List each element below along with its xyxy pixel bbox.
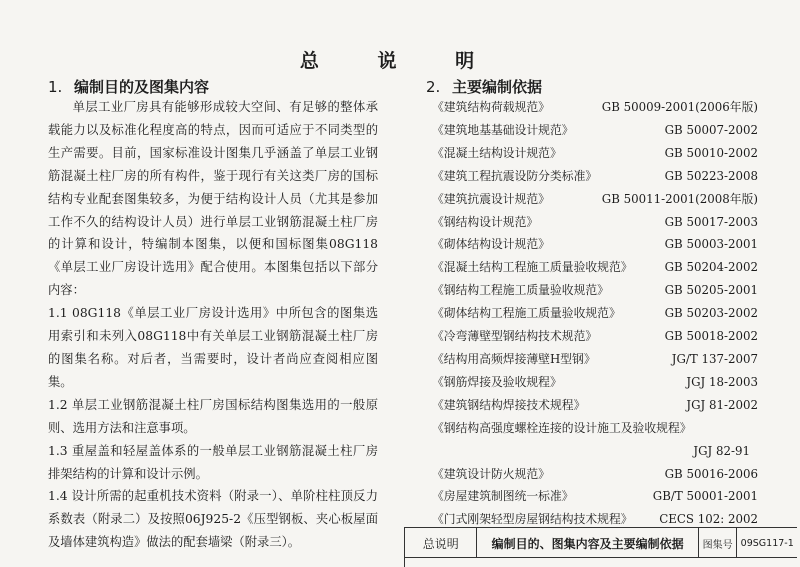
atlas-number-label: 图集号 [699, 528, 738, 558]
reference-name: 《砌体结构设计规范》 [432, 237, 550, 252]
title-block-label: 总说明 [405, 528, 477, 558]
reference-name: 《钢筋焊接及验收规程》 [432, 374, 562, 389]
section-1-title: 编制目的及图集内容 [74, 78, 210, 96]
reference-name: 《冷弯薄壁型钢结构技术规范》 [432, 329, 598, 344]
section-1-number: 1. [48, 78, 63, 96]
title-block-content: 编制目的、图集内容及主要编制依据 [477, 528, 698, 558]
reference-name: 《砌体结构工程施工质量验收规范》 [432, 306, 621, 321]
reference-name: 《建筑地基基础设计规范》 [432, 122, 574, 137]
reference-item [432, 394, 758, 417]
reference-standard: GB 50009-2001(2006年版) [601, 100, 758, 114]
content-item-1-4: 1.4 设计所需的起重机技术资料（附录一）、单阶柱柱顶反力系数表（附录二）及按照06J925-2《压型钢板、夹心板屋面及墙体建筑构造》做法的配套墙梁（附录三）。 [48, 489, 378, 550]
reference-name: 《建筑钢结构焊接技术规程》 [432, 397, 586, 412]
section-1-heading [48, 76, 209, 97]
reference-item [432, 463, 758, 486]
intro-paragraph: 单层工业厂房具有能够形成较大空间、有足够的整体承载能力以及标准化程度高的特点，因而可适应于不同类型的生产需要。目前，国家标准设计图集几乎涵盖了单层工业钢筋混凝土柱厂房的所有构件，鉴于现行有关这类厂房的国标结构专业配套图集较多，为便于结构设计人员（尤其是参加工作不久的结构设计人员）进行单层工业钢筋混凝土柱厂房的计算和设计，特编制本图集，以便和国标图集08G118《单层工业厂房设计选用》配合使用。本图集包括以下部分内容： [48, 100, 378, 298]
reference-standard: JGJ 18-2003 [686, 374, 758, 389]
reference-name: 《钢结构设计规范》 [432, 214, 539, 229]
reference-name: 《建筑设计防火规范》 [432, 466, 550, 481]
reference-name: 《建筑工程抗震设防分类标准》 [432, 168, 598, 183]
content-item-1-1: 1.1 08G118《单层工业厂房设计选用》中所包含的图集选用索引和未列入08G118中有关单层工业钢筋混凝土柱厂房的图集名称。对后者，当需要时，设计者尚应查阅相应图集。 [48, 306, 378, 389]
reference-name: 《钢结构高强度螺栓连接的设计施工及验收规程》 [432, 420, 692, 435]
reference-item [432, 348, 758, 371]
reference-item-continued [432, 440, 758, 463]
reference-standard: GB/T 50001-2001 [652, 489, 758, 504]
reference-item [432, 165, 758, 188]
reference-standard: GB 50205-2001 [664, 283, 758, 298]
reference-item [432, 417, 758, 440]
reference-standard: GB 50011-2001(2008年版) [601, 191, 758, 206]
content-item-1-2: 1.2 单层工业钢筋混凝土柱厂房国标结构图集选用的一般原则、选用方法和注意事项。 [48, 397, 378, 435]
reference-standard: GB 50017-2003 [664, 214, 758, 229]
reference-name: 《建筑结构荷载规范》 [432, 100, 550, 114]
reference-item [432, 119, 758, 142]
reference-name: 《钢结构工程施工质量验收规范》 [432, 283, 609, 298]
reference-standard: GB 50018-2002 [664, 329, 758, 344]
reference-standard: JG/T 137-2007 [671, 351, 758, 366]
reference-item [432, 371, 758, 394]
atlas-number: 09SG117-1 [740, 537, 794, 549]
section-1-body [48, 96, 378, 554]
reference-standard: GB 50203-2002 [664, 306, 758, 321]
section-2-heading [426, 76, 542, 97]
content-item-1-3: 1.3 重屋盖和轻屋盖体系的一般单层工业钢筋混凝土柱厂房排架结构的计算和设计示例。 [48, 443, 378, 481]
section-2-title: 主要编制依据 [452, 78, 543, 96]
reference-standard: GB 50003-2001 [664, 237, 758, 252]
reference-standard: CECS 102: 2002 [659, 512, 758, 527]
reference-standard: GB 50204-2002 [664, 260, 758, 275]
reference-name: 《门式刚架轻型房屋钢结构技术规程》 [432, 512, 633, 527]
reference-item [432, 302, 758, 325]
reference-standard: GB 50010-2002 [664, 145, 758, 160]
reference-item [432, 325, 758, 348]
reference-item [432, 485, 758, 508]
reference-name: 《混凝土结构设计规范》 [432, 145, 562, 160]
reference-list [432, 96, 758, 531]
reference-item [432, 211, 758, 234]
reference-name: 《混凝土结构工程施工质量验收规范》 [432, 260, 633, 275]
reference-item [432, 279, 758, 302]
reference-item [432, 256, 758, 279]
reference-item [432, 233, 758, 256]
page-title: 总 说 明 [299, 50, 501, 72]
reference-name: 《结构用高频焊接薄壁H型钢》 [432, 351, 596, 366]
reference-standard: JGJ 82-91 [693, 443, 750, 458]
reference-item [432, 188, 758, 211]
section-2-number: 2. [426, 78, 441, 96]
reference-standard: GB 50016-2006 [664, 466, 758, 481]
reference-standard: JGJ 81-2002 [686, 397, 758, 412]
reference-item [432, 142, 758, 165]
reference-item [432, 96, 758, 119]
reference-standard: GB 50007-2002 [664, 122, 758, 137]
reference-standard: GB 50223-2008 [664, 168, 758, 183]
reference-name: 《建筑抗震设计规范》 [432, 191, 550, 206]
reference-name: 《房屋建筑制图统一标准》 [432, 489, 574, 504]
